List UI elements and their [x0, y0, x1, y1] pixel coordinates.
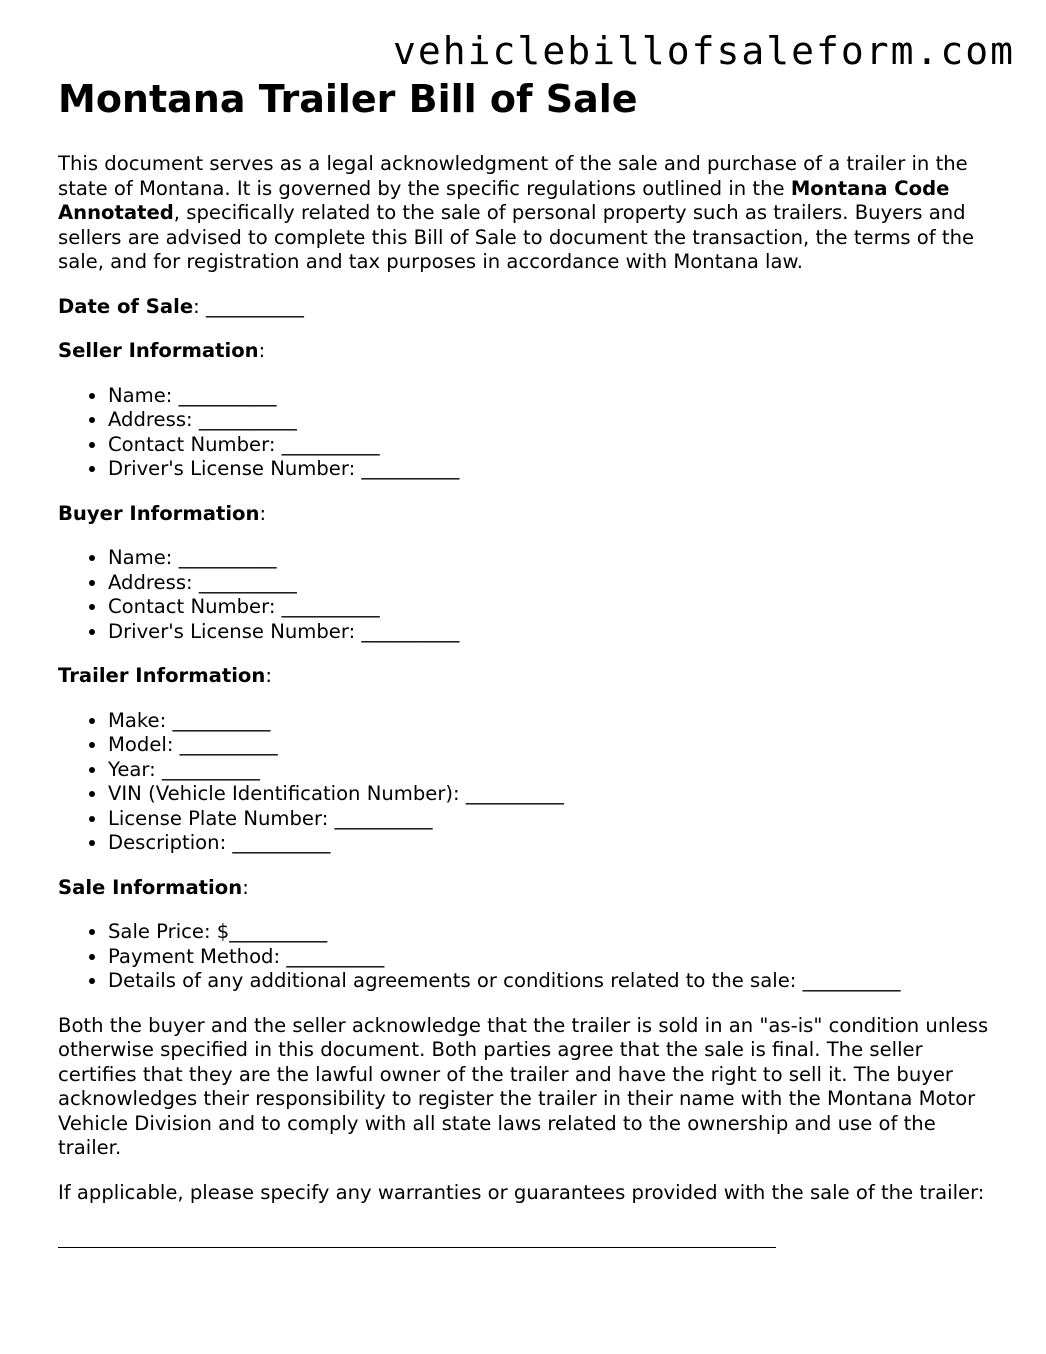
buyer-heading: Buyer Information:: [58, 501, 267, 525]
document-body: [58, 76, 998, 1248]
list-item: • Contact Number: __________: [108, 433, 998, 458]
list-item: • Contact Number: __________: [108, 595, 998, 620]
trailer-heading: Trailer Information:: [58, 664, 272, 687]
list-item: • Sale Price: $__________: [108, 920, 998, 945]
list-item: • Model: __________: [108, 733, 998, 758]
list-item: • VIN (Vehicle Identification Number): __________: [108, 782, 998, 807]
list-item: • License Plate Number: __________: [108, 807, 998, 832]
sale-label: Sale Information: [58, 875, 243, 899]
list-item: • Name: __________: [108, 384, 998, 409]
list-item: • Driver's License Number: __________: [108, 620, 998, 645]
intro-text-1: This document serves as a legal acknowledgment of the sale and purchase of a trailer in the state of Montana. It is governed by the specific regulations outlined in the: [58, 152, 968, 200]
date-of-sale-blank: : __________: [193, 294, 304, 318]
list-item: • Details of any additional agreements or conditions related to the sale: __________: [108, 969, 998, 994]
intro-text-2: , specifically related to the sale of personal property such as trailers. Buyers and sellers are advised to complete this Bill of Sale to document the transaction, the terms of the sale, and for registration and tax purposes in accordance with Montana law.: [58, 201, 975, 273]
list-item: • Address: __________: [108, 571, 998, 596]
buyer-list: [58, 546, 998, 644]
sale-list: [58, 920, 998, 994]
list-item: • Name: __________: [108, 546, 998, 571]
list-item: • Address: __________: [108, 408, 998, 433]
trailer-list: [58, 709, 998, 856]
seller-list: [58, 384, 998, 482]
seller-label: Seller Information: [58, 339, 259, 362]
sale-heading: Sale Information:: [58, 875, 249, 899]
buyer-label: Buyer Information: [58, 501, 260, 525]
warranty-fill-line: [58, 1227, 776, 1248]
date-of-sale-label: Date of Sale: [58, 294, 194, 318]
list-item: • Payment Method: __________: [108, 945, 998, 970]
trailer-label: Trailer Information: [58, 664, 266, 687]
warranty-prompt: If applicable, please specify any warranties or guarantees provided with the sale of the trailer:: [58, 1180, 985, 1204]
intro-bold-text: Montana Code Annotated: [58, 176, 950, 224]
page-title: Montana Trailer Bill of Sale: [58, 77, 638, 121]
list-item: • Make: __________: [108, 709, 998, 734]
date-of-sale-field: [58, 295, 998, 320]
intro-paragraph: [58, 152, 998, 275]
site-watermark: vehiclebillofsaleform.com: [393, 29, 1015, 73]
list-item: • Driver's License Number: __________: [108, 457, 998, 482]
list-item: • Year: __________: [108, 758, 998, 783]
list-item: • Description: __________: [108, 831, 998, 856]
acknowledgment-paragraph: Both the buyer and the seller acknowledge that the trailer is sold in an "as-is" condition unless otherwise specified in this document. Both parties agree that the sale is final. The seller certifies that they are the lawful owner of the trailer and have the right to sell it. The buyer acknowledges their responsibility to register the trailer in their name with the Montana Motor Vehicle Division and to comply with all state laws related to the ownership and use of the trailer.: [58, 1013, 989, 1159]
seller-heading: Seller Information:: [58, 339, 266, 362]
